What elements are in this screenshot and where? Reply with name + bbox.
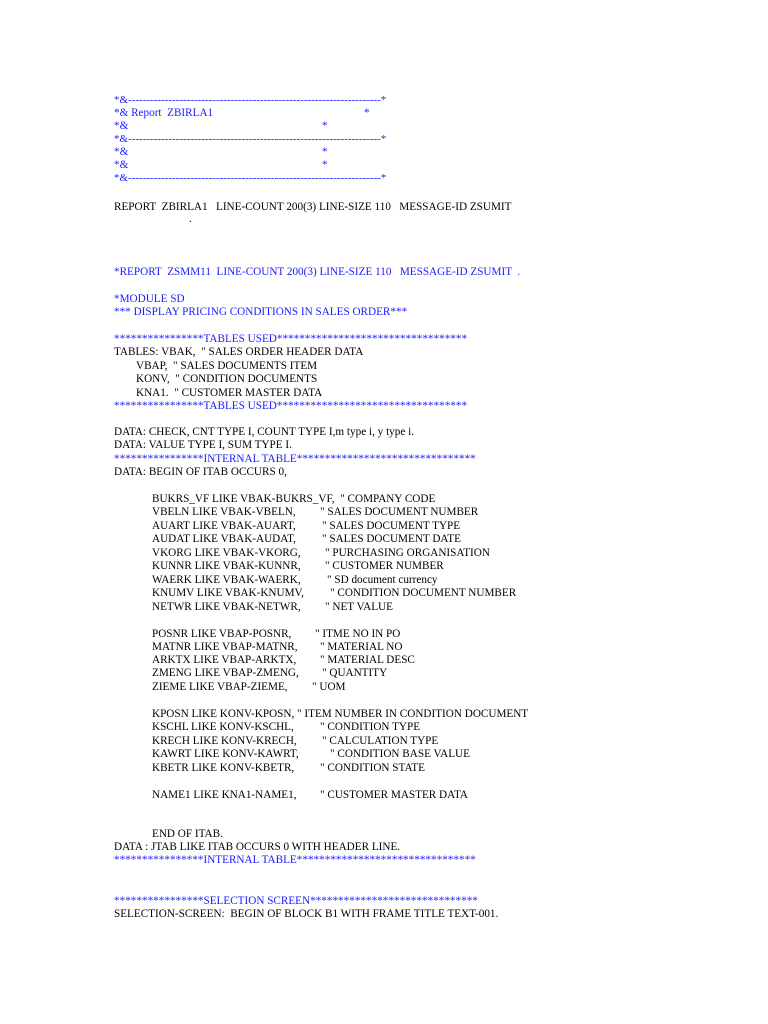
tables-kna1: KNA1. " CUSTOMER MASTER DATA <box>136 387 323 399</box>
field-vkorg: VKORG LIKE VBAK-VKORG, <box>152 547 301 559</box>
field-zieme-comment: " UOM <box>312 681 346 693</box>
field-kschl: KSCHL LIKE KONV-KSCHL, <box>152 721 294 733</box>
field-posnr: POSNR LIKE VBAP-POSNR, <box>152 628 292 640</box>
data-begin-itab: DATA: BEGIN OF ITAB OCCURS 0, <box>114 466 287 478</box>
field-krech-comment: " CALCULATION TYPE <box>322 735 439 747</box>
field-kschl-comment: " CONDITION TYPE <box>320 721 421 733</box>
field-kbetr: KBETR LIKE KONV-KBETR, <box>152 762 295 774</box>
tables-vbak: TABLES: VBAK, " SALES ORDER HEADER DATA <box>114 346 364 358</box>
field-netwr-comment: " NET VALUE <box>325 601 393 613</box>
module-comment: *MODULE SD <box>114 293 185 305</box>
field-kunnr: KUNNR LIKE VBAK-KUNNR, <box>152 560 301 572</box>
field-arktx-comment: " MATERIAL DESC <box>320 654 415 666</box>
field-kawrt-comment: " CONDITION BASE VALUE <box>330 748 470 760</box>
header-border-mid: *&---------------------------------------------------------------------* <box>114 133 387 145</box>
internal-table-banner: ****************INTERNAL TABLE******************************** <box>114 453 476 465</box>
header-empty-line: *& <box>114 159 129 171</box>
field-auart: AUART LIKE VBAK-AUART, <box>152 520 296 532</box>
field-kposn: KPOSN LIKE KONV-KPOSN, " ITEM NUMBER IN CONDITION DOCUMENT <box>152 708 529 720</box>
field-audat-comment: " SALES DOCUMENT DATE <box>322 533 461 545</box>
report-comment: *REPORT ZSMM11 LINE-COUNT 200(3) LINE-SIZE 110 MESSAGE-ID ZSUMIT . <box>114 266 521 278</box>
stray-dot: . <box>189 213 192 225</box>
field-netwr: NETWR LIKE VBAK-NETWR, <box>152 601 301 613</box>
report-statement: REPORT ZBIRLA1 LINE-COUNT 200(3) LINE-SIZE 110 MESSAGE-ID ZSUMIT <box>114 201 512 213</box>
field-waerk: WAERK LIKE VBAK-WAERK, <box>152 574 301 586</box>
field-krech: KRECH LIKE KONV-KRECH, <box>152 735 297 747</box>
field-bukrs: BUKRS_VF LIKE VBAK-BUKRS_VF, " COMPANY CODE <box>152 493 436 505</box>
field-matnr: MATNR LIKE VBAP-MATNR, <box>152 641 298 653</box>
data-check: DATA: CHECK, CNT TYPE I, COUNT TYPE I,m type i, y type i. <box>114 426 415 438</box>
field-zmeng-comment: " QUANTITY <box>322 667 388 679</box>
data-value: DATA: VALUE TYPE I, SUM TYPE I. <box>114 439 292 451</box>
tables-used-banner: ****************TABLES USED********************************** <box>114 400 468 412</box>
end-of-itab: END OF ITAB. <box>152 828 223 840</box>
header-border-bottom: *&---------------------------------------------------------------------* <box>114 172 387 184</box>
data-jtab: DATA : JTAB LIKE ITAB OCCURS 0 WITH HEADER LINE. <box>114 841 401 853</box>
selection-screen-begin: SELECTION-SCREEN: BEGIN OF BLOCK B1 WITH FRAME TITLE TEXT-001. <box>114 908 499 920</box>
field-posnr-comment: " ITME NO IN PO <box>315 628 401 640</box>
header-empty-line-end: * <box>322 120 328 132</box>
header-border-top: *&---------------------------------------------------------------------* <box>114 94 387 106</box>
header-report-line-end: * <box>364 107 370 119</box>
field-kawrt: KAWRT LIKE KONV-KAWRT, <box>152 748 299 760</box>
tables-used-banner: ****************TABLES USED********************************** <box>114 333 468 345</box>
field-audat: AUDAT LIKE VBAK-AUDAT, <box>152 533 296 545</box>
field-knumv: KNUMV LIKE VBAK-KNUMV, <box>152 587 304 599</box>
field-knumv-comment: " CONDITION DOCUMENT NUMBER <box>330 587 517 599</box>
header-empty-line: *& <box>114 120 129 132</box>
internal-table-banner: ****************INTERNAL TABLE******************************** <box>114 854 476 866</box>
field-name1: NAME1 LIKE KNA1-NAME1, <box>152 789 297 801</box>
field-vkorg-comment: " PURCHASING ORGANISATION <box>325 547 490 559</box>
field-kbetr-comment: " CONDITION STATE <box>320 762 425 774</box>
tables-vbap: VBAP, " SALES DOCUMENTS ITEM <box>136 360 318 372</box>
field-waerk-comment: " SD document currency <box>327 574 438 586</box>
header-empty-line-end: * <box>322 159 328 171</box>
header-empty-line-end: * <box>322 146 328 158</box>
field-arktx: ARKTX LIKE VBAP-ARKTX, <box>152 654 297 666</box>
field-zmeng: ZMENG LIKE VBAP-ZMENG, <box>152 667 299 679</box>
field-matnr-comment: " MATERIAL NO <box>320 641 403 653</box>
field-vbeln-comment: " SALES DOCUMENT NUMBER <box>320 506 479 518</box>
field-zieme: ZIEME LIKE VBAP-ZIEME, <box>152 681 288 693</box>
header-report-line: *& Report ZBIRLA1 <box>114 107 214 119</box>
tables-konv: KONV, " CONDITION DOCUMENTS <box>136 373 318 385</box>
field-kunnr-comment: " CUSTOMER NUMBER <box>325 560 444 572</box>
display-comment: *** DISPLAY PRICING CONDITIONS IN SALES ORDER*** <box>114 306 408 318</box>
field-auart-comment: " SALES DOCUMENT TYPE <box>322 520 461 532</box>
field-vbeln: VBELN LIKE VBAK-VBELN, <box>152 506 296 518</box>
field-name1-comment: " CUSTOMER MASTER DATA <box>320 789 468 801</box>
selection-screen-banner: ****************SELECTION SCREEN****************************** <box>114 895 478 907</box>
header-empty-line: *& <box>114 146 129 158</box>
